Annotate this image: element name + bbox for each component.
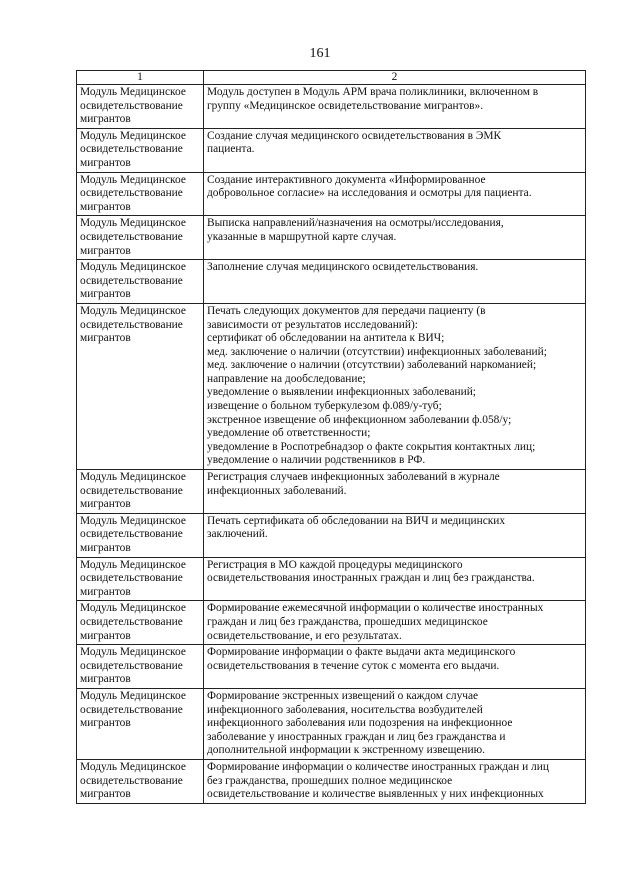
module-cell: Модуль Медицинское освидетельствование мигрантов bbox=[77, 128, 204, 172]
functions-table bbox=[76, 70, 586, 804]
table-row bbox=[77, 260, 586, 304]
page-number: 161 bbox=[309, 46, 331, 61]
table-row bbox=[77, 688, 586, 759]
function-cell: Регистрация в МО каждой процедуры медицинского освидетельствования иностранных граждан и лиц без гражданства. bbox=[204, 557, 586, 601]
module-cell: Модуль Медицинское освидетельствование мигрантов bbox=[77, 759, 204, 803]
table-row bbox=[77, 128, 586, 172]
function-cell: Формирование информации о факте выдачи акта медицинского освидетельствования в течение суток с момента его выдачи. bbox=[204, 645, 586, 689]
module-cell: Модуль Медицинское освидетельствование мигрантов bbox=[77, 557, 204, 601]
table-row bbox=[77, 303, 586, 469]
function-cell: Модуль доступен в Модуль АРМ врача поликлиники, включенном в группу «Медицинское освидетельствование мигрантов». bbox=[204, 85, 586, 129]
module-cell: Модуль Медицинское освидетельствование мигрантов bbox=[77, 513, 204, 557]
function-cell: Формирование экстренных извещений о каждом случае инфекционного заболевания, носительства возбудителей инфекционного заболевания или подозрения на инфекционное заболевание у иностранных граждан и лиц без гражданства и дополнительной информации к экстренному извещению. bbox=[204, 688, 586, 759]
function-cell: Печать сертификата об обследовании на ВИЧ и медицинских заключений. bbox=[204, 513, 586, 557]
function-cell: Формирование информации о количестве иностранных граждан и лиц без гражданства, прошедших полное медицинское освидетельствование и количестве выявленных у них инфекционных bbox=[204, 759, 586, 803]
function-cell: Формирование ежемесячной информации о количестве иностранных граждан и лиц без гражданства, прошедших медицинское освидетельствование, и его результатах. bbox=[204, 601, 586, 645]
table-row bbox=[77, 557, 586, 601]
table-row bbox=[77, 85, 586, 129]
function-cell: Регистрация случаев инфекционных заболеваний в журнале инфекционных заболеваний. bbox=[204, 470, 586, 514]
table-row bbox=[77, 470, 586, 514]
module-cell: Модуль Медицинское освидетельствование мигрантов bbox=[77, 172, 204, 216]
table-row bbox=[77, 513, 586, 557]
module-cell: Модуль Медицинское освидетельствование мигрантов bbox=[77, 601, 204, 645]
function-cell: Заполнение случая медицинского освидетельствования. bbox=[204, 260, 586, 304]
module-cell: Модуль Медицинское освидетельствование мигрантов bbox=[77, 260, 204, 304]
table-row bbox=[77, 172, 586, 216]
table-row bbox=[77, 759, 586, 803]
function-cell: Создание случая медицинского освидетельствования в ЭМК пациента. bbox=[204, 128, 586, 172]
function-cell: Печать следующих документов для передачи пациенту (в зависимости от результатов исследований): сертификат об обследовании на антитела к ВИЧ; мед. заключение о наличии (отсутствии) инфекционных заболеваний; мед. заключение о наличии (отсутствии) заболеваний наркоманией; направление на дообследование; уведомление о выявлении инфекционных заболеваний; извещение о больном туберкулезом ф.089/у-туб; экстренное извещение об инфекционном заболевании ф.058/у; уведомление об ответственности; уведомление в Роспотребнадзор о факте сокрытия контактных лиц; уведомление о наличии родственников в РФ. bbox=[204, 303, 586, 469]
function-cell: Создание интерактивного документа «Информированное добровольное согласие» на исследования и осмотры для пациента. bbox=[204, 172, 586, 216]
table-row bbox=[77, 645, 586, 689]
module-cell: Модуль Медицинское освидетельствование мигрантов bbox=[77, 85, 204, 129]
module-cell: Модуль Медицинское освидетельствование мигрантов bbox=[77, 470, 204, 514]
module-cell: Модуль Медицинское освидетельствование мигрантов bbox=[77, 303, 204, 469]
table-row bbox=[77, 601, 586, 645]
module-cell: Модуль Медицинское освидетельствование мигрантов bbox=[77, 688, 204, 759]
column-header-2: 2 bbox=[204, 71, 586, 85]
table-row bbox=[77, 216, 586, 260]
module-cell: Модуль Медицинское освидетельствование мигрантов bbox=[77, 645, 204, 689]
table-header-row bbox=[77, 71, 586, 85]
module-cell: Модуль Медицинское освидетельствование мигрантов bbox=[77, 216, 204, 260]
column-header-1: 1 bbox=[77, 71, 204, 85]
function-cell: Выписка направлений/назначения на осмотры/исследования, указанные в маршрутной карте случая. bbox=[204, 216, 586, 260]
